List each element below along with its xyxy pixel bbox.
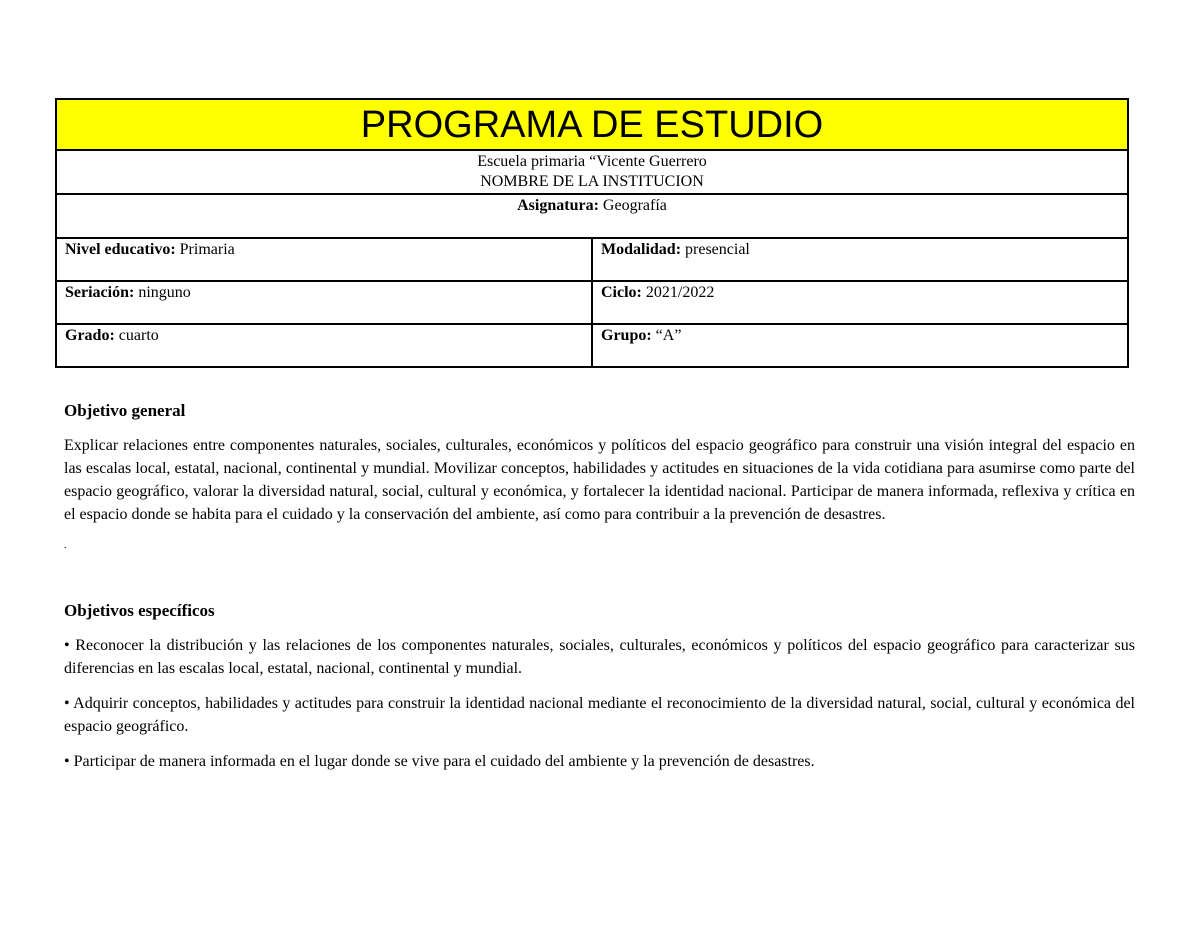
specific-objectives-heading: Objetivos específicos — [64, 601, 215, 620]
grade-cell — [56, 324, 592, 367]
program-table — [55, 98, 1129, 368]
grade-value: cuarto — [114, 327, 159, 344]
objectives-content — [64, 398, 1135, 773]
institution-cell — [56, 150, 1128, 194]
subject-cell — [56, 194, 1128, 238]
modality-value: presencial — [681, 241, 750, 258]
seriation-value: ninguno — [134, 284, 191, 301]
separator-dot: . — [64, 540, 67, 551]
subject-label: Asignatura: — [517, 197, 599, 214]
modality-cell — [592, 238, 1128, 281]
specific-objective-item: • Adquirir conceptos, habilidades y actitudes para construir la identidad nacional mediante el reconocimiento de la diversidad natural, social, cultural y económica del espacio geográfico. — [64, 695, 1135, 735]
institution-label: NOMBRE DE LA INSTITUCION — [480, 173, 704, 190]
group-cell — [592, 324, 1128, 367]
group-label: Grupo: — [601, 327, 652, 344]
cycle-label: Ciclo: — [601, 284, 642, 301]
program-title: PROGRAMA DE ESTUDIO — [56, 99, 1128, 150]
grade-label: Grado: — [65, 327, 115, 344]
cycle-value: 2021/2022 — [641, 284, 715, 301]
school-name: Escuela primaria “Vicente Guerrero — [477, 153, 707, 170]
specific-objective-item: • Reconocer la distribución y las relaciones de los componentes naturales, sociales, culturales, económicos y políticos del espacio geográfico para caracterizar sus diferencias en las escalas local, estatal, nacional, continental y mundial. — [64, 637, 1135, 677]
modality-label: Modalidad: — [601, 241, 682, 258]
general-objective-heading: Objetivo general — [64, 401, 186, 420]
education-level-label: Nivel educativo: — [65, 241, 176, 258]
seriation-label: Seriación: — [65, 284, 135, 301]
general-objective-text: Explicar relaciones entre componentes naturales, sociales, culturales, económicos y políticos del espacio geográfico para construir una visión integral del espacio en las escalas local, estatal, nacional, continental y mundial. Movilizar conceptos, habilidades y actitudes en situaciones de la vida cotidiana para asumirse como parte del espacio geográfico, valorar la diversidad natural, social, cultural y económica, y fortalecer la identidad nacional. Participar de manera informada, reflexiva y crítica en el espacio donde se habita para el cuidado y la conservación del ambiente, así como para contribuir a la prevención de desastres. — [64, 437, 1135, 523]
education-level-cell — [56, 238, 592, 281]
group-value: “A” — [651, 327, 682, 344]
subject-value: Geografía — [598, 197, 667, 214]
cycle-cell — [592, 281, 1128, 324]
seriation-cell — [56, 281, 592, 324]
education-level-value: Primaria — [175, 241, 235, 258]
specific-objective-item: • Participar de manera informada en el lugar donde se vive para el cuidado del ambiente y la prevención de desastres. — [64, 753, 815, 770]
